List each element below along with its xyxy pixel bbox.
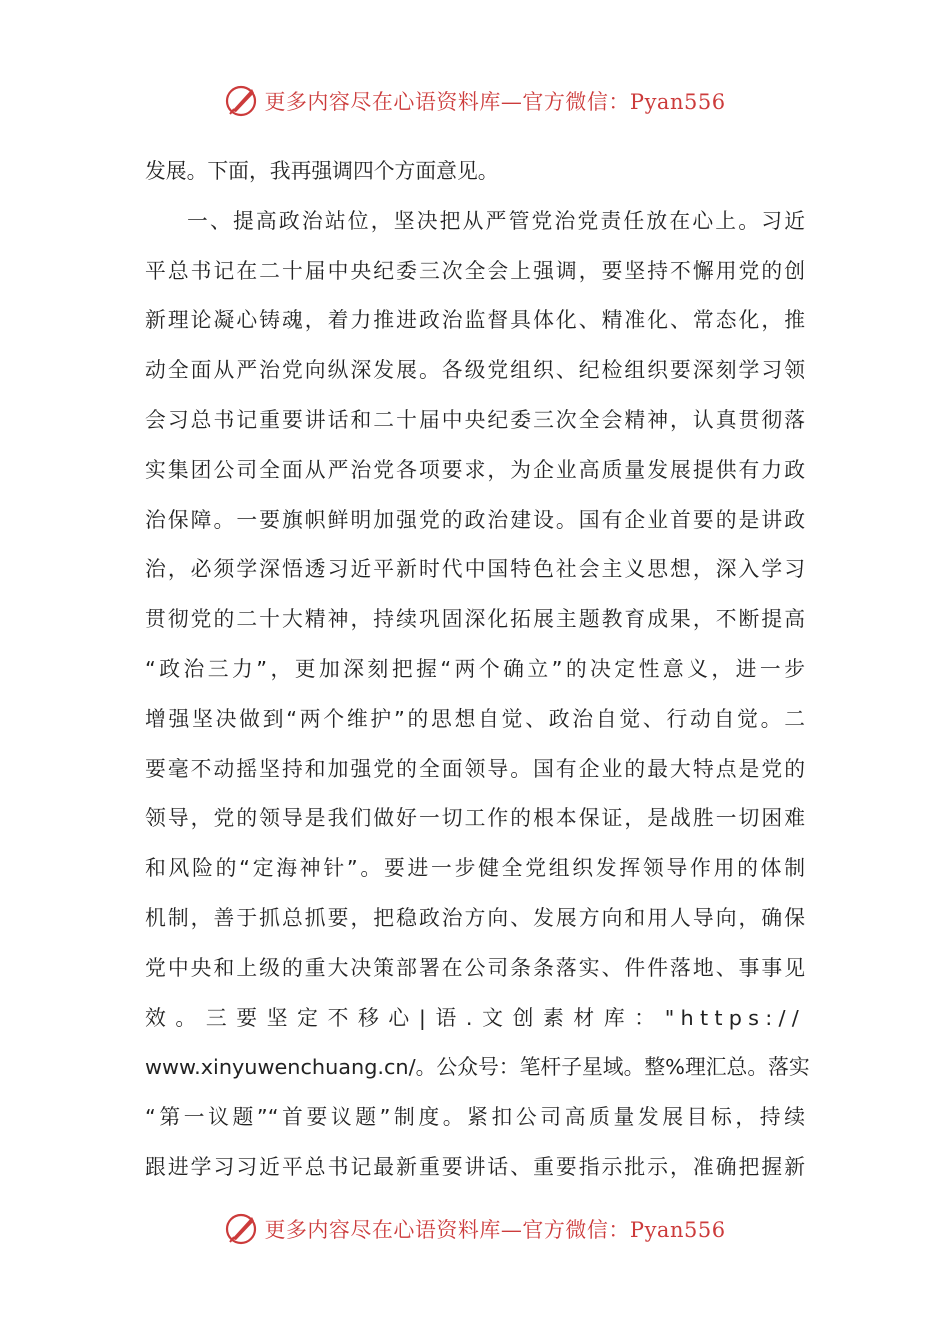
text-line: 贯彻党的二十大精神，持续巩固深化拓展主题教育成果，不断提高 <box>145 607 805 632</box>
text-line: www.xinyuwenchuang.cn/。公众号：笔杆子星域。整%理汇总。落实 <box>145 1055 810 1080</box>
text-line: “第一议题”“首要议题”制度。紧扣公司高质量发展目标，持续 <box>145 1105 805 1130</box>
document-body <box>145 147 810 1193</box>
text-line: 一、提高政治站位，坚决把从严管党治党责任放在心上。习近 <box>187 208 805 233</box>
text-line: 增强坚决做到“两个维护”的思想自觉、政治自觉、行动自觉。二 <box>145 706 805 731</box>
header-banner-text: 更多内容尽在心语资料库—官方微信：Pyan556 <box>264 90 726 114</box>
text-line: 领导，党的领导是我们做好一切工作的根本保证，是战胜一切困难 <box>145 806 805 831</box>
footer-banner <box>0 1211 950 1247</box>
text-line: 要毫不动摇坚持和加强党的全面领导。国有企业的最大特点是党的 <box>145 756 805 781</box>
text-line: 动全面从严治党向纵深发展。各级党组织、纪检组织要深刻学习领 <box>145 358 805 383</box>
text-line: 治，必须学深悟透习近平新时代中国特色社会主义思想，深入学习 <box>145 557 805 582</box>
quill-logo-icon <box>224 1211 260 1247</box>
text-line: “政治三力”，更加深刻把握“两个确立”的决定性意义，进一步 <box>145 656 805 681</box>
text-line: 效。三要坚定不移心|语.文创素材库："https:// <box>145 1005 805 1030</box>
text-line: 平总书记在二十届中央纪委三次全会上强调，要坚持不懈用党的创 <box>145 258 805 283</box>
header-banner <box>0 83 950 119</box>
text-line: 和风险的“定海神针”。要进一步健全党组织发挥领导作用的体制 <box>145 856 805 881</box>
text-line: 党中央和上级的重大决策部署在公司条条落实、件件落地、事事见 <box>145 955 805 980</box>
text-line: 会习总书记重要讲话和二十届中央纪委三次全会精神，认真贯彻落 <box>145 407 805 432</box>
footer-banner-text: 更多内容尽在心语资料库—官方微信：Pyan556 <box>264 1218 726 1242</box>
text-line: 机制，善于抓总抓要，把稳政治方向、发展方向和用人导向，确保 <box>145 905 805 930</box>
text-line: 发展。下面，我再强调四个方面意见。 <box>145 159 499 183</box>
quill-logo-icon <box>224 83 260 119</box>
text-line: 治保障。一要旗帜鲜明加强党的政治建设。国有企业首要的是讲政 <box>145 507 805 532</box>
text-line: 跟进学习习近平总书记最新重要讲话、重要指示批示，准确把握新 <box>145 1154 805 1179</box>
text-line: 新理论凝心铸魂，着力推进政治监督具体化、精准化、常态化，推 <box>145 308 805 333</box>
text-line: 实集团公司全面从严治党各项要求，为企业高质量发展提供有力政 <box>145 457 805 482</box>
